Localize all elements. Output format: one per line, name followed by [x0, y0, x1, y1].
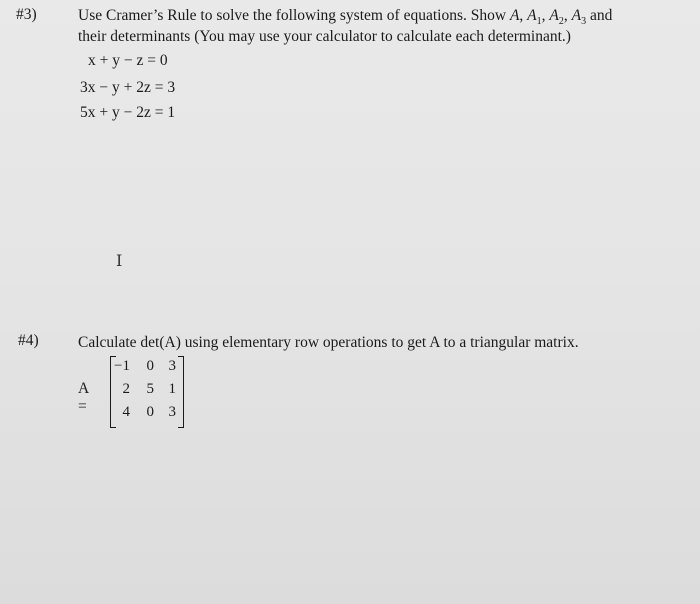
matrix-cell-r1c1: −1: [114, 358, 130, 374]
matrix-cell-r1c2: 0: [146, 358, 154, 374]
matrix-cell-r2c3: 1: [168, 381, 176, 397]
matrix-cell-r3c3: 3: [168, 404, 176, 420]
matrix-right-bracket: [178, 356, 184, 428]
matrix-cell-r1c3: 3: [168, 358, 176, 374]
matrix-cell-r3c2: 0: [146, 404, 154, 420]
equation-1: x + y − z = 0: [88, 52, 168, 69]
matrix-a2: A: [549, 7, 559, 24]
problem-3-instruction: Use Cramer’s Rule to solve the following system of equations. Show: [78, 7, 510, 24]
matrix-cell-r3c1: 4: [122, 404, 130, 420]
matrix-a: A: [509, 7, 520, 24]
problem-4-number: #4): [18, 332, 39, 349]
matrix-a1: A: [527, 7, 537, 24]
matrix-cell-r2c1: 2: [122, 381, 130, 397]
equation-3: 5x + y − 2z = 1: [80, 104, 176, 121]
matrix-a3: A: [571, 7, 582, 24]
problem-3-line-1: Use Cramer’s Rule to solve the following system of equations. Show A, $A_1$, $A_2$, $A_3$ and: [78, 7, 613, 28]
matrix-label: A =: [78, 380, 89, 415]
text-cursor-icon: I: [116, 251, 123, 270]
equation-2: 3x − y + 2z = 3: [80, 79, 176, 96]
problem-3-number: #3): [16, 6, 37, 23]
problem-4-prompt: Calculate det(A) using elementary row operations to get A to a triangular matrix.: [78, 334, 579, 351]
problem-3-line-2: their determinants (You may use your calculator to calculate each determinant.): [78, 28, 571, 45]
matrix-cell-r2c2: 5: [146, 381, 154, 397]
